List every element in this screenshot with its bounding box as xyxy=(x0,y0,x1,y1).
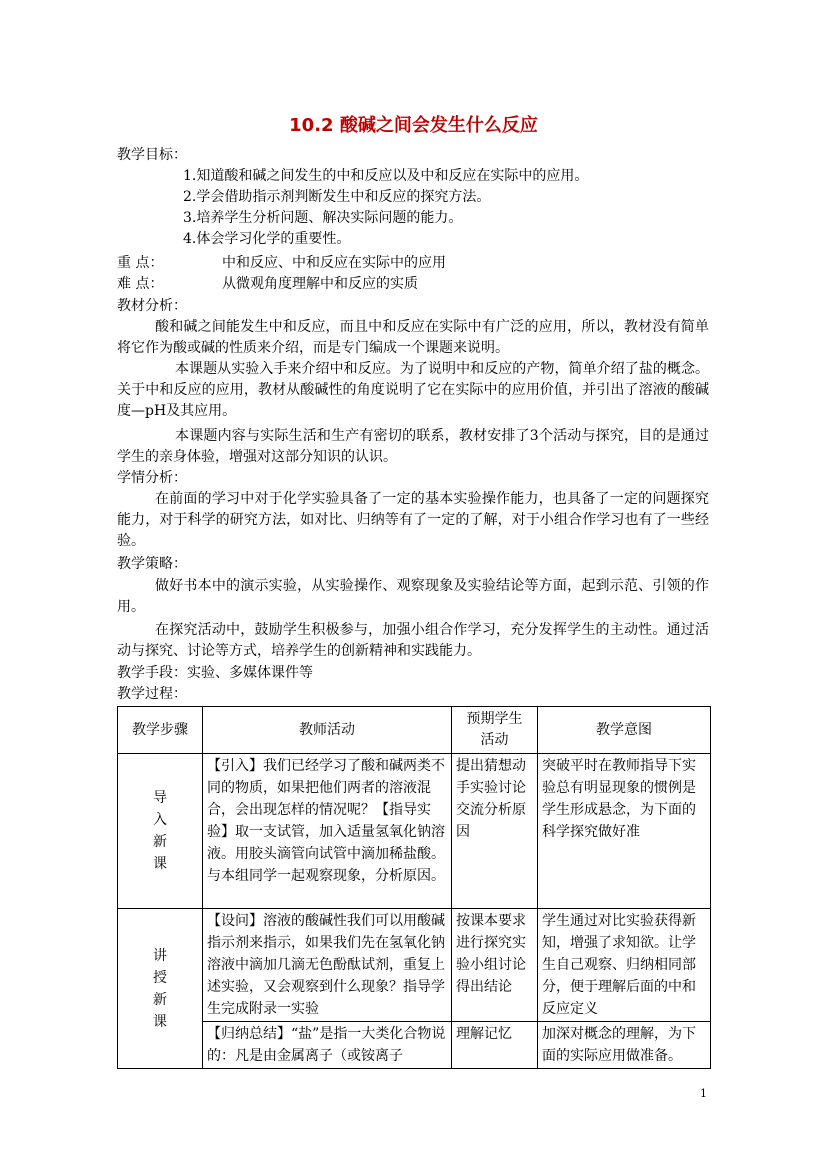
student-cell: 理解记忆 xyxy=(452,1022,538,1069)
students-heading: 学情分析： xyxy=(117,470,187,486)
header-step: 教学步骤 xyxy=(118,707,203,754)
strategy-heading: 教学策略： xyxy=(117,556,187,572)
difficult-point-text: 从微观角度理解中和反应的实质 xyxy=(222,276,418,292)
student-cell: 提出猜想动手实验讨论交流分析原因 xyxy=(452,754,538,909)
goal-item-3: 3.培养学生分析问题、解决实际问题的能力。 xyxy=(183,210,463,226)
step-cell: 讲授新课 xyxy=(118,909,203,1069)
table-row xyxy=(118,1022,711,1069)
goals-heading: 教学目标： xyxy=(117,147,187,163)
document-title: 10.2 酸碱之间会发生什么反应 xyxy=(289,115,538,136)
strategy-paragraph-2: 在探究活动中，鼓励学生积极参与，加强小组合作学习，充分发挥学生的主动性。通过活动与探究、讨论等方式，培养学生的创新精神和实践能力。 xyxy=(117,622,709,659)
material-heading: 教材分析： xyxy=(117,298,187,314)
teacher-cell: 【设问】溶液的酸碱性我们可以用酸碱指示剂来指示，如果我们先在氢氧化钠溶液中滴加几滴无色酚酞试剂，重复上述实验，又会观察到什么现象？指导学生完成附录一实验 xyxy=(203,909,452,1022)
table-row xyxy=(118,909,711,1022)
strategy-paragraph-1: 做好书本中的演示实验，从实验操作、观察现象及实验结论等方面，起到示范、引领的作用。 xyxy=(117,578,709,615)
key-point-text: 中和反应、中和反应在实际中的应用 xyxy=(222,255,446,271)
material-paragraph-1: 酸和碱之间能发生中和反应，而且中和反应在实际中有广泛的应用，所以，教材没有简单将它作为酸或碱的性质来介绍，而是专门编成一个课题来说明。 xyxy=(117,319,709,356)
student-cell: 按课本要求进行探究实验小组讨论得出结论 xyxy=(452,909,538,1022)
teaching-process-table xyxy=(117,706,711,1069)
table-row xyxy=(118,754,711,909)
difficult-point-label: 难 点： xyxy=(117,276,164,292)
goal-item-2: 2.学会借助指示剂判断发生中和反应的探究方法。 xyxy=(183,189,491,205)
teacher-cell: 【引入】我们已经学习了酸和碱两类不同的物质，如果把他们两者的溶液混合，会出现怎样的情况呢？【指导实验】取一支试管，加入适量氢氧化钠溶液。用胶头滴管向试管中滴加稀盐酸。与本组同学一起观察现象，分析原因。 xyxy=(203,754,452,909)
page-number: 1 xyxy=(700,1087,707,1100)
teacher-cell: 【归纳总结】“盐”是指一大类化合物说的：凡是由金属离子（或铵离子 xyxy=(203,1022,452,1069)
students-paragraph-1: 在前面的学习中对于化学实验具备了一定的基本实验操作能力，也具备了一定的问题探究能力，对于科学的研究方法，如对比、归纳等有了一定的了解，对于小组合作学习也有了一些经验。 xyxy=(117,491,709,549)
goal-item-1: 1.知道酸和碱之间发生的中和反应以及中和反应在实际中的应用。 xyxy=(183,168,589,184)
key-point-label: 重 点： xyxy=(117,255,164,271)
process-heading: 教学过程： xyxy=(117,686,187,702)
intent-cell: 加深对概念的理解，为下面的实际应用做准备。 xyxy=(538,1022,711,1069)
intent-cell: 学生通过对比实验获得新知，增强了求知欲。让学生自己观察、归纳相同部分，便于理解后面的中和反应定义 xyxy=(538,909,711,1022)
material-paragraph-3: 本课题内容与实际生活和生产有密切的联系，教材安排了3个活动与探究，目的是通过学生的亲身体验，增强对这部分知识的认识。 xyxy=(117,428,709,465)
goal-item-4: 4.体会学习化学的重要性。 xyxy=(183,231,351,247)
teaching-means: 教学手段：实验、多媒体课件等 xyxy=(117,665,313,681)
intent-cell: 突破平时在教师指导下实验总有明显现象的惯例是学生形成悬念，为下面的科学探究做好准 xyxy=(538,754,711,909)
header-teacher: 教师活动 xyxy=(203,707,452,754)
table-header-row xyxy=(118,707,711,754)
header-student: 预期学生活动 xyxy=(452,707,538,754)
header-intent: 教学意图 xyxy=(538,707,711,754)
step-cell: 导入新课 xyxy=(118,754,203,909)
material-paragraph-2: 本课题从实验入手来介绍中和反应。为了说明中和反应的产物，简单介绍了盐的概念。关于中和反应的应用，教材从酸碱性的角度说明了它在实际中的应用价值，并引出了溶液的酸碱度—pH及其应用。 xyxy=(117,361,709,419)
